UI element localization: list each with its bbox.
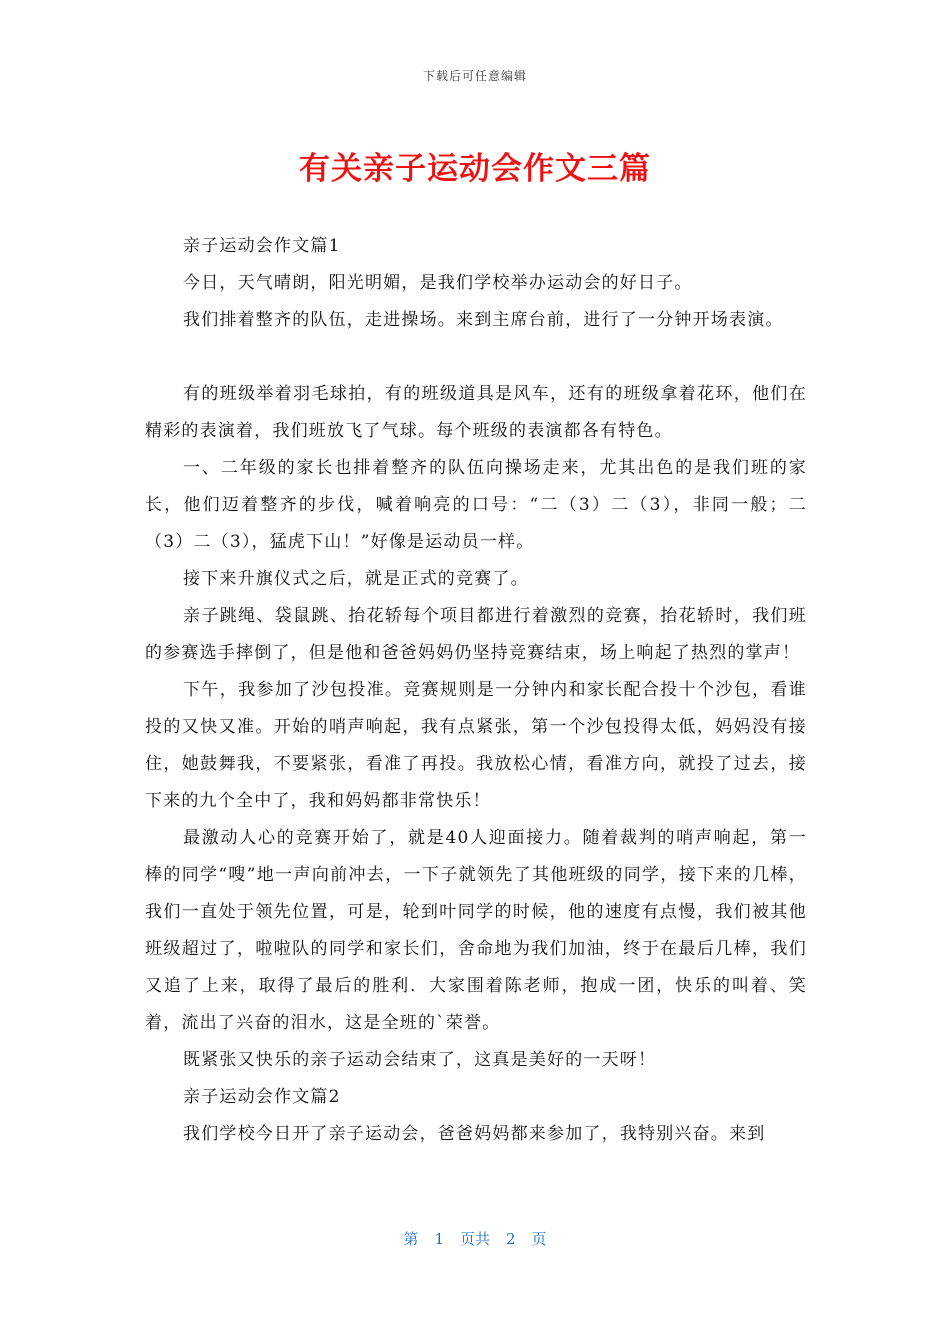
paragraph: 接下来升旗仪式之后，就是正式的竞赛了。 [183,569,529,589]
paragraph: 有的班级举着羽毛球拍，有的班级道具是风车，还有的班级拿着花环，他们在精彩的表演着，我们班放飞了气球。每个班级的表演都各有特色。 [145,384,807,441]
paragraph: 最激动人心的竞赛开始了，就是40人迎面接力。随着裁判的哨声响起，第一棒的同学“嗖”地一声向前冲去，一下子就领先了其他班级的同学，接下来的几棒，我们一直处于领先位置，可是，轮到叶同学的时候，他的速度有点慢，我们被其他班级超过了，啦啦队的同学和家长们，舍命地为我们加油，终于在最后几棒，我们又追了上来，取得了最后的胜利．大家围着陈老师，抱成一团，快乐的叫着、笑着，流出了兴奋的泪水，这是全班的`荣誉。 [145,828,807,1033]
page-label-post: 页 [531,1230,547,1248]
paragraph: 我们排着整齐的队伍，走进操场。来到主席台前，进行了一分钟开场表演。 [183,310,784,330]
paragraph: 下午，我参加了沙包投准。竞赛规则是一分钟内和家长配合投十个沙包，看谁投的又快又准。开始的哨声响起，我有点紧张，第一个沙包投得太低，妈妈没有接住，她鼓舞我，不要紧张，看准了再投。我放松心情，看准方向，就投了过去，接下来的九个全中了，我和妈妈都非常快乐！ [145,680,807,811]
page-total: 2 [506,1230,516,1248]
header-note: 下载后可任意编辑 [422,69,527,83]
page-footer [0,1228,950,1249]
paragraph: 既紧张又快乐的亲子运动会结束了，这真是美好的一天呀！ [183,1050,657,1070]
page-label-pre: 第 [403,1230,419,1248]
paragraph: 一、二年级的家长也排着整齐的队伍向操场走来，尤其出色的是我们班的家长，他们迈着整齐的步伐，喊着响亮的口号：“二（3）二（3），非同一般；二（3）二（3），猛虎下山！”好像是运动员一样。 [145,458,807,552]
paragraph: 我们学校今日开了亲子运动会，爸爸妈妈都来参加了，我特别兴奋。来到 [183,1124,766,1144]
document-title: 有关亲子运动会作文三篇 [299,151,651,187]
section-heading-1: 亲子运动会作文篇1 [183,236,341,256]
document-body [145,228,807,1153]
section-heading-2: 亲子运动会作文篇2 [183,1087,341,1107]
paragraph: 今日，天气晴朗，阳光明媚，是我们学校举办运动会的好日子。 [183,273,693,293]
page-current: 1 [434,1230,444,1248]
paragraph: 亲子跳绳、袋鼠跳、抬花轿每个项目都进行着激烈的竞赛，抬花轿时，我们班的参赛选手摔倒了，但是他和爸爸妈妈仍坚持竞赛结束，场上响起了热烈的掌声！ [145,606,807,663]
page-label-mid: 页共 [459,1230,490,1248]
